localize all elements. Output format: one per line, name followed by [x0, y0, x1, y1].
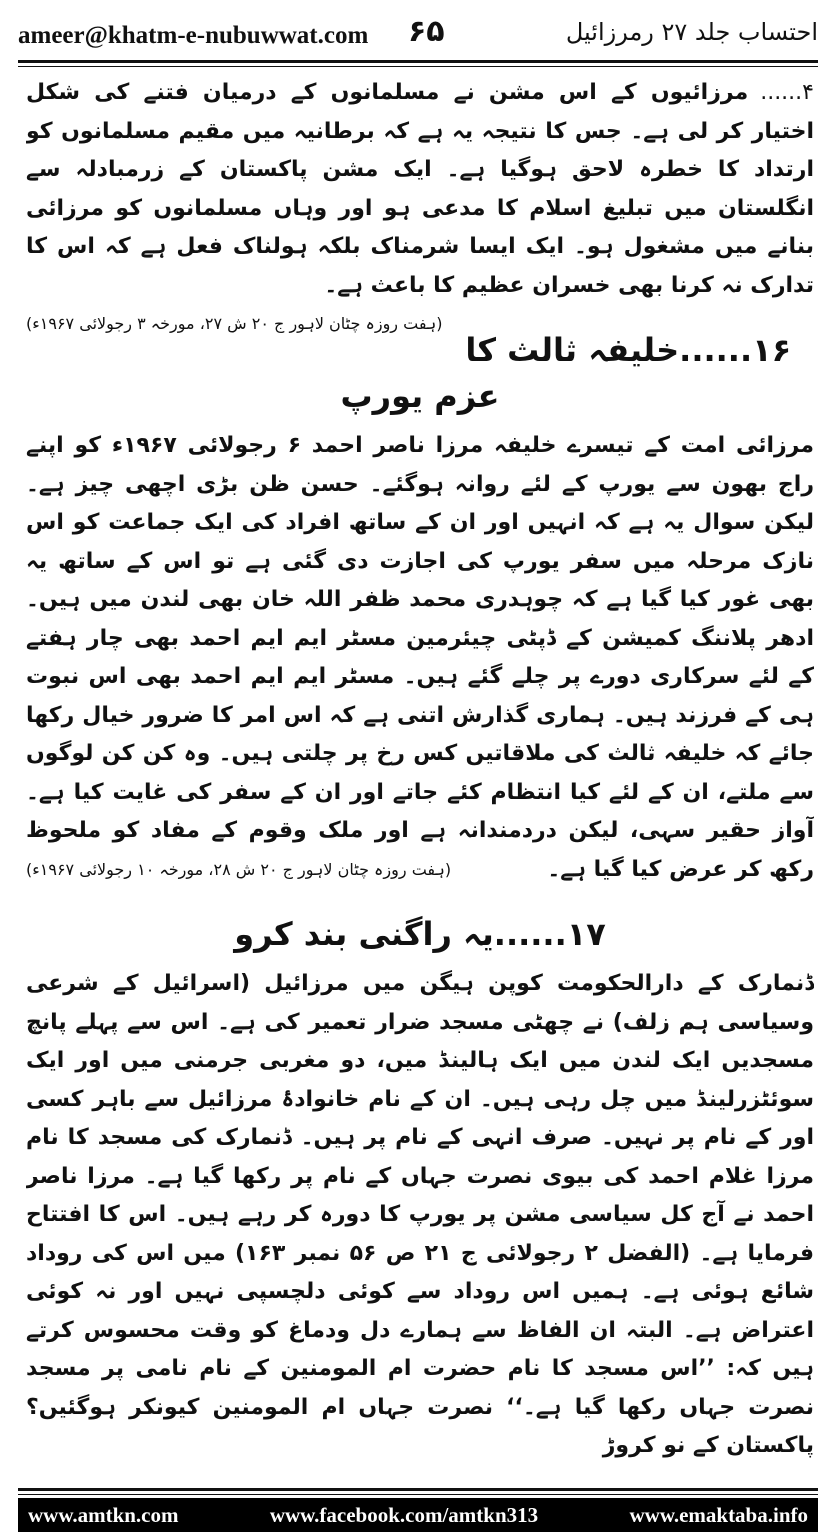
book-title: احتساب جلد ۲۷ رمرزائیل — [565, 18, 818, 46]
paragraph-section-16 — [26, 427, 814, 889]
heading-section-16: ۱۶......خلیفہ ثالث کا عزم یورپ — [340, 331, 792, 415]
footer-rule-thick — [18, 1488, 818, 1491]
header-email[interactable]: ameer@khatm-e-nubuwwat.com — [18, 22, 369, 49]
footer-link-facebook[interactable]: www.facebook.com/amtkn313 — [269, 1502, 539, 1527]
section-4-text: مرزائیوں کے اس مشن نے مسلمانوں کے درمیان فتنے کی شکل اختیار کر لی ہے۔ جس کا نتیجہ یہ ہے کہ برطانیہ میں مقیم مسلمانوں کو ارتداد کا خطرہ لاحق ہوگیا ہے۔ ایک مشن پاکستان کے زرمبادلہ سے انگلستان میں تبلیغ اسلام کا مدعی ہو اور وہاں مسلمانوں کو مرزائی بنانے میں مشغول ہو۔ ایک ایسا شرمناک بلکہ ہولناک فعل ہے کہ اس کا تدارک نہ کرنا بھی خسران عظیم کا باعث ہے۔ — [26, 80, 814, 298]
section-number-4: ۴...... — [760, 80, 814, 105]
section-17-text: ڈنمارک کے دارالحکومت کوپن ہیگن میں مرزائیل (اسرائیل کے شرعی وسیاسی ہم زلف) نے چھٹی مسجد ضرار تعمیر کی ہے۔ اس سے پہلے پانچ مسجدیں ایک لندن میں ایک ہالینڈ میں، دو مغربی جرمنی میں اور ایک سوئٹزرلینڈ میں چل رہی ہیں۔ ان کے نام خانوادۂ مرزائیل سے باہر کسی اور کے نام پر نہیں۔ صرف انہی کے نام پر ہیں۔ ڈنمارک کی مسجد کا نام مرزا غلام احمد کی بیوی نصرت جہاں کے نام پر رکھا گیا ہے۔ مرزا ناصر احمد نے آج کل سیاسی مشن پر یورپ کا دورہ کر رہے ہیں۔ اس کا افتتاح فرمایا ہے۔ (الفضل ۲ رجولائی ج ۲۱ ص ۵۶ نمبر ۱۶۳) میں اس کی روداد شائع ہوئی ہے۔ ہمیں اس روداد سے کوئی دلچسپی نہیں اور نہ کوئی اعتراض ہے۔ البتہ ان الفاظ سے ہمارے دل ودماغ کو وقت محسوس کرتے ہیں کہ: ’’اس مسجد کا نام حضرت ام المومنین کے نام نامی پر مسجد نصرت جہاں رکھا گیا ہے۔‘‘ نصرت جہاں ام المومنین کیونکر ہوگئیں؟ پاکستان کے نو کروڑ — [26, 971, 814, 1458]
page-number: ۶۵ — [408, 14, 445, 49]
header-rule-thick — [18, 60, 818, 63]
reference-section-16: (ہفت روزہ چٹان لاہور ج ۲۰ ش ۲۸، مورخہ ۱۰ رجولائی ۱۹۶۷ء) — [26, 859, 452, 879]
page-footer — [18, 1498, 818, 1532]
paragraph-section-4 — [26, 74, 814, 333]
footer-rule-thin — [18, 1494, 818, 1495]
paragraph-section-17 — [26, 965, 814, 1460]
reference-section-4: (ہفت روزہ چٹان لاہور ج ۲۰ ش ۲۷، مورخہ ۳ رجولائی ۱۹۶۷ء) — [26, 314, 443, 333]
header-rule-thin — [18, 66, 818, 67]
section-16-text: مرزائی امت کے تیسرے خلیفہ مرزا ناصر احمد ۶ رجولائی ۱۹۶۷ء کو اپنے راج بھون سے یورپ کے لئے روانہ ہوگئے۔ حسن ظن بڑی اچھی چیز ہے۔ لیکن سوال یہ ہے کہ انہیں اور ان کے ساتھ افراد کی ایک جماعت کو اس نازک مرحلہ میں سفر یورپ کی اجازت دی گئی ہے تو اس کے ساتھ یہ بھی غور کیا گیا ہے کہ چوہدری محمد ظفر اللہ خان بھی لندن میں ہیں۔ ادھر پلاننگ کمیشن کے ڈپٹی چیئرمین مسٹر ایم ایم احمد بھی چار ہفتے کے لئے سرکاری دورے پر چلے گئے ہیں۔ مسٹر ایم ایم احمد بھی اس نبوت ہی کے فرزند ہیں۔ ہماری گذارش اتنی ہے کہ اس امر کا ضرور خیال رکھا جائے کہ خلیفہ ثالث کی ملاقاتیں کس رخ پر چلتی ہیں۔ وہ کن کن لوگوں سے ملتے، ان کے لئے کیا انتظام کئے جاتے اور ان کے سفر کی غایت کیا ہے۔ آواز حقیر سہی، لیکن دردمندانہ ہے اور ملک وقوم کے مفاد کو ملحوظ رکھ کر عرض کیا گیا ہے۔ — [26, 433, 814, 882]
heading-section-17: ۱۷......یہ راگنی بند کرو — [234, 915, 606, 953]
page-body — [26, 74, 814, 1460]
footer-link-amtkn[interactable]: www.amtkn.com — [28, 1502, 179, 1527]
page-header — [18, 14, 818, 56]
footer-link-emaktaba[interactable]: www.emaktaba.info — [629, 1502, 808, 1527]
